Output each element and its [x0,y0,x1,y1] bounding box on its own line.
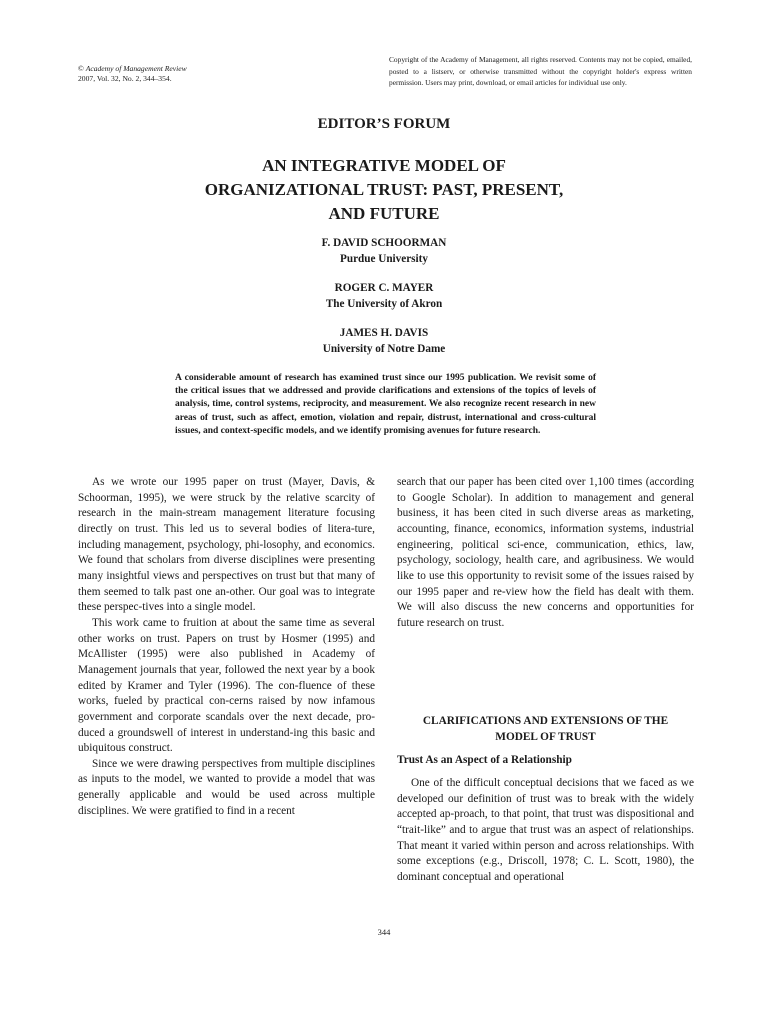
author-block [0,280,768,312]
paragraph: search that our paper has been cited over 1,100 times (according to Google Scholar). In addition to management and general business, it has been cited in such diverse areas as marketing, accounting, finance, economics, information systems, industrial engineering, political sci-ence, communication, ethics, law, psychology, sociology, health care, and agribusiness. We would like to use this opportunity to revisit some of the issues raised by our 1995 paper and re-view how the field has dealt with them. We will also discuss the new concerns and opportunities for future research on trust. [397,476,694,629]
title-line: AN INTEGRATIVE MODEL OF [262,156,506,175]
journal-citation [78,64,298,84]
author-block [0,325,768,357]
paragraph: As we wrote our 1995 paper on trust (Mayer, Davis, & Schoorman, 1995), we were struck by the relative scarcity of research in the main-stream management literature focusing directly on trust. This led us to several bodies of litera-ture, including management, psychology, phi-losophy, and economics. We found that scholars from diverse disciplines were presenting many insightful views and perspectives on trust but that many of them seemed to talk past one an-other. Our goal was to integrate these perspec-tives into a single model. [78,476,375,614]
section-heading: CLARIFICATIONS AND EXTENSIONS OF THE MODEL OF TRUST [422,715,669,743]
author-affiliation: Purdue University [340,253,428,265]
subsection-heading: Trust As an Aspect of a Relationship [397,754,572,766]
author-affiliation: The University of Akron [325,298,443,310]
body-column-left [78,475,375,819]
author-name: JAMES H. DAVIS [339,327,429,339]
body-column-right [397,475,694,632]
author-affiliation: University of Notre Dame [322,343,446,355]
title-line: AND FUTURE [328,204,440,223]
author-name: F. DAVID SCHOORMAN [321,237,447,249]
copyright-notice: Copyright of the Academy of Management, all rights reserved. Contents may not be copied, emailed, posted to a listserv, or otherwise transmitted without the copyright holder's express written permission. Users may print, download, or email articles for individual use only. [389,55,692,88]
paragraph: Since we were drawing perspectives from multiple disciplines as inputs to the model, we wanted to provide a model that was generally applicable and would be used across multiple disciplines. We were gratified to find in a recent [78,757,375,817]
author-name: ROGER C. MAYER [334,282,434,294]
journal-name: Academy of Management Review [85,64,187,73]
author-block [0,235,768,267]
section-label: EDITOR’S FORUM [317,116,451,132]
journal-line: © Academy of Management Review [78,64,187,73]
abstract: A considerable amount of research has examined trust since our 1995 publication. We revisit some of the critical issues that we addressed and provide clarifications and extensions of the topics of levels of analysis, time, control systems, reciprocity, and measurement. We also recognize recent research in new areas of trust, such as affect, emotion, violation and repair, distrust, international and cross-cultural issues, and context-specific models, and we identify promising avenues for future research. [175,373,596,436]
volume-line: 2007, Vol. 32, No. 2, 344–354. [78,74,172,83]
title-line: ORGANIZATIONAL TRUST: PAST, PRESENT, [204,180,564,199]
body-column-right-continued [397,776,694,886]
paragraph: This work came to fruition at about the same time as several other works on trust. Papers on trust by Hosmer (1995) and McAllister (1995) were also published in Academy of Management journals that year, followed the next year by a book edited by Kramer and Tyler (1996). The con-fluence of these works, fueled by practical con-cerns raised by now infamous government and corporate scandals over the next decade, pro-duced a groundswell of interest in understand-ing this basic and ubiquitous construct. [78,616,375,755]
page-number: 344 [377,927,391,937]
paragraph: One of the difficult conceptual decisions that we faced as we developed our definition of trust was to break with the widely accepted ap-proach, to that point, that trust was dispositional and “trait-like” and to argue that trust was an aspect of relationships. That meant it varied within person and across relationships. With some exceptions (e.g., Driscoll, 1978; C. L. Scott, 1980), the dominant conceptual and operational [397,777,694,883]
article-title [0,154,768,226]
